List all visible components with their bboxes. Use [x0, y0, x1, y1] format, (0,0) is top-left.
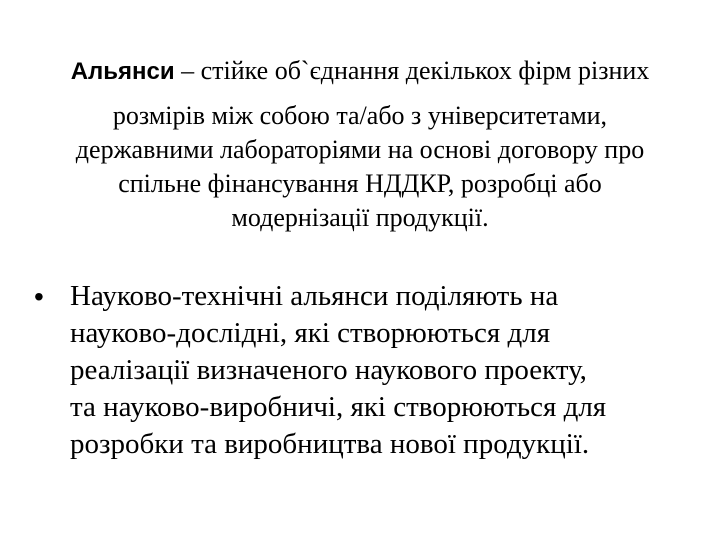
- definition-line-5: модернізації продукції.: [231, 203, 489, 232]
- bullet-line-2: науково-дослідні, які створюються для: [70, 317, 551, 349]
- definition-term: Альянси: [70, 58, 175, 85]
- definition-line-1-rest: – стійке об`єднання декількох фірм різних: [174, 56, 650, 85]
- definition-line-2: розмірів між собою та/або з університетами,: [112, 101, 608, 130]
- bullet-line-3: реалізації визначеного наукового проекту,: [70, 354, 587, 386]
- bullet-text: [70, 278, 700, 463]
- bullet-line-1: Науково-технічні альянси поділяють на: [70, 280, 559, 312]
- definition-paragraph: [30, 54, 690, 235]
- bullet-line-4: та науково-виробничі, які створюються для: [70, 391, 607, 423]
- bullet-line-5: розробки та виробництва нової продукції.: [70, 428, 590, 460]
- definition-line-1: [30, 54, 690, 89]
- definition-line-4: спільне фінансування НДДКР, розробці або: [118, 169, 602, 198]
- bullet-icon: •: [34, 281, 44, 312]
- definition-line-3: державними лабораторіями на основі договору про: [75, 135, 645, 164]
